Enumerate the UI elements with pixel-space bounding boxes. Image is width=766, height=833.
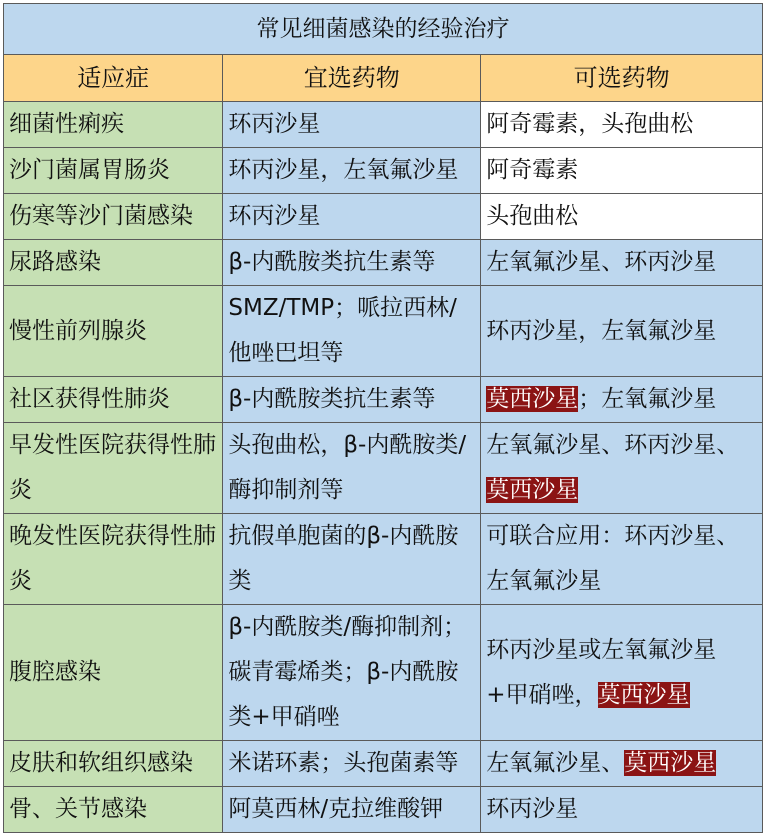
table-row xyxy=(4,377,763,423)
alternative-drug-cell xyxy=(481,605,763,741)
preferred-drug-cell: 环丙沙星 xyxy=(223,102,481,148)
preferred-drug-cell: β-内酰胺类/酶抑制剂；碳青霉烯类；β-内酰胺类+甲硝唑 xyxy=(223,605,481,741)
indication-cell: 尿路感染 xyxy=(4,240,223,286)
alternative-drug-cell xyxy=(481,423,763,514)
alternative-drug-cell xyxy=(481,240,763,286)
drug-text: 环丙沙星或左氧氟沙星+甲硝唑， xyxy=(486,636,717,708)
drug-text: 环丙沙星，左氧氟沙星 xyxy=(486,317,717,344)
header-preferred: 宜选药物 xyxy=(223,55,481,102)
indication-cell: 伤寒等沙门菌感染 xyxy=(4,194,223,240)
indication-cell: 皮肤和软组织感染 xyxy=(4,741,223,787)
table-row xyxy=(4,194,763,240)
drug-text: 头孢曲松 xyxy=(486,203,579,229)
table-row xyxy=(4,741,763,787)
alternative-drug-cell xyxy=(481,514,763,605)
preferred-drug-cell: 阿莫西林/克拉维酸钾 xyxy=(223,787,481,833)
alternative-drug-cell xyxy=(481,194,763,240)
indication-cell: 细菌性痢疾 xyxy=(4,102,223,148)
drug-text: 环丙沙星 xyxy=(486,796,579,822)
highlighted-drug: 莫西沙星 xyxy=(486,477,579,503)
header-indication: 适应症 xyxy=(4,55,223,102)
indication-cell: 沙门菌属胃肠炎 xyxy=(4,148,223,194)
header-row xyxy=(4,55,763,102)
highlighted-drug: 莫西沙星 xyxy=(624,750,717,776)
table-title: 常见细菌感染的经验治疗 xyxy=(4,4,763,55)
highlighted-drug: 莫西沙星 xyxy=(597,681,690,708)
table-row xyxy=(4,102,763,148)
preferred-drug-cell: 头孢曲松，β-内酰胺类/酶抑制剂等 xyxy=(223,423,481,514)
indication-cell: 骨、关节感染 xyxy=(4,787,223,833)
table-row xyxy=(4,286,763,377)
table-row xyxy=(4,240,763,286)
preferred-drug-cell: SMZ/TMP；哌拉西林/他唑巴坦等 xyxy=(223,286,481,377)
indication-cell: 早发性医院获得性肺炎 xyxy=(4,423,223,514)
table-row xyxy=(4,787,763,833)
preferred-drug-cell: 环丙沙星 xyxy=(223,194,481,240)
title-row xyxy=(4,4,763,55)
preferred-drug-cell: 环丙沙星，左氧氟沙星 xyxy=(223,148,481,194)
preferred-drug-cell: β-内酰胺类抗生素等 xyxy=(223,377,481,423)
drug-text: 左氧氟沙星、 xyxy=(486,750,625,776)
table-row xyxy=(4,605,763,741)
alternative-drug-cell xyxy=(481,286,763,377)
drug-text: 可联合应用：环丙沙星、左氧氟沙星 xyxy=(486,523,740,594)
highlighted-drug: 莫西沙星 xyxy=(486,386,579,412)
drug-text: 左氧氟沙星、环丙沙星、 xyxy=(486,432,740,458)
drug-text: 阿奇霉素 xyxy=(486,157,579,183)
preferred-drug-cell: 米诺环素；头孢菌素等 xyxy=(223,741,481,787)
drug-text: 左氧氟沙星、环丙沙星 xyxy=(486,249,717,275)
alternative-drug-cell xyxy=(481,377,763,423)
table-row xyxy=(4,148,763,194)
table-row xyxy=(4,514,763,605)
indication-cell: 晚发性医院获得性肺炎 xyxy=(4,514,223,605)
alternative-drug-cell xyxy=(481,741,763,787)
drug-text: 阿奇霉素，头孢曲松 xyxy=(486,111,694,137)
header-alternative: 可选药物 xyxy=(481,55,763,102)
alternative-drug-cell xyxy=(481,148,763,194)
therapy-table xyxy=(3,3,763,833)
indication-cell: 慢性前列腺炎 xyxy=(4,286,223,377)
drug-text: ；左氧氟沙星 xyxy=(578,386,717,412)
preferred-drug-cell: β-内酰胺类抗生素等 xyxy=(223,240,481,286)
alternative-drug-cell xyxy=(481,102,763,148)
alternative-drug-cell xyxy=(481,787,763,833)
indication-cell: 腹腔感染 xyxy=(4,605,223,741)
table-row xyxy=(4,423,763,514)
indication-cell: 社区获得性肺炎 xyxy=(4,377,223,423)
preferred-drug-cell: 抗假单胞菌的β-内酰胺类 xyxy=(223,514,481,605)
